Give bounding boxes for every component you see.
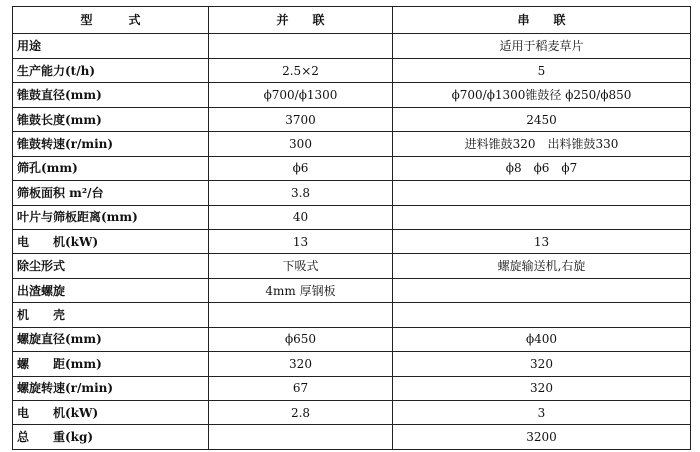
series-value: 13: [393, 229, 691, 253]
series-value: [393, 278, 691, 302]
table-row: [13, 229, 691, 253]
parallel-value: ϕ6: [209, 156, 393, 180]
row-label: 生产能力(t/h): [13, 58, 209, 82]
row-label: 机 壳: [13, 303, 209, 327]
header-parallel: 并 联: [209, 7, 393, 34]
row-label: 电 机(kW): [13, 229, 209, 253]
table-row: [13, 327, 691, 351]
table-row: [13, 132, 691, 156]
table-row: [13, 401, 691, 425]
row-label: 筛孔(mm): [13, 156, 209, 180]
parallel-value: ϕ650: [209, 327, 393, 351]
row-label: 螺旋直径(mm): [13, 327, 209, 351]
parallel-value: [209, 34, 393, 58]
row-label: 螺旋转速(r/min): [13, 376, 209, 400]
table-row: [13, 376, 691, 400]
series-value: 3: [393, 401, 691, 425]
row-label: 出渣螺旋: [13, 278, 209, 302]
row-label: 总 重(kg): [13, 425, 209, 450]
row-label: 锥鼓直径(mm): [13, 83, 209, 107]
table-row: [13, 181, 691, 205]
parallel-value: 320: [209, 352, 393, 376]
table-row: [13, 425, 691, 450]
parallel-value: 13: [209, 229, 393, 253]
parallel-value: 4mm 厚钢板: [209, 278, 393, 302]
row-label: 螺 距(mm): [13, 352, 209, 376]
row-label: 叶片与筛板距离(mm): [13, 205, 209, 229]
parallel-value: 2.8: [209, 401, 393, 425]
series-value: 进料锥鼓320 出料锥鼓330: [393, 132, 691, 156]
series-value: ϕ400: [393, 327, 691, 351]
table-header-row: [13, 7, 691, 34]
series-value: ϕ8 ϕ6 ϕ7: [393, 156, 691, 180]
row-label: 锥鼓长度(mm): [13, 107, 209, 131]
row-label: 用途: [13, 34, 209, 58]
row-label: 锥鼓转速(r/min): [13, 132, 209, 156]
parallel-value: 3.8: [209, 181, 393, 205]
series-value: 320: [393, 376, 691, 400]
series-value: 320: [393, 352, 691, 376]
row-label: 电 机(kW): [13, 401, 209, 425]
series-value: ϕ700/ϕ1300锥鼓径 ϕ250/ϕ850: [393, 83, 691, 107]
table-row: [13, 107, 691, 131]
series-value: 3200: [393, 425, 691, 450]
parallel-value: 67: [209, 376, 393, 400]
table-row: [13, 156, 691, 180]
parallel-value: [209, 425, 393, 450]
table-row: [13, 58, 691, 82]
header-series: 串 联: [393, 7, 691, 34]
table-row: [13, 83, 691, 107]
series-value: [393, 303, 691, 327]
row-label: 筛板面积 m²/台: [13, 181, 209, 205]
parallel-value: 300: [209, 132, 393, 156]
spec-table: [12, 6, 691, 450]
parallel-value: 下吸式: [209, 254, 393, 278]
parallel-value: [209, 303, 393, 327]
header-type: 型 式: [13, 7, 209, 34]
series-value: [393, 181, 691, 205]
parallel-value: 3700: [209, 107, 393, 131]
table-row: [13, 352, 691, 376]
table-row: [13, 34, 691, 58]
parallel-value: ϕ700/ϕ1300: [209, 83, 393, 107]
series-value: 螺旋输送机,右旋: [393, 254, 691, 278]
table-row: [13, 254, 691, 278]
table-row: [13, 278, 691, 302]
table-row: [13, 205, 691, 229]
table-row: [13, 303, 691, 327]
series-value: 适用于稻麦草片: [393, 34, 691, 58]
series-value: 5: [393, 58, 691, 82]
row-label: 除尘形式: [13, 254, 209, 278]
series-value: 2450: [393, 107, 691, 131]
parallel-value: 2.5×2: [209, 58, 393, 82]
parallel-value: 40: [209, 205, 393, 229]
series-value: [393, 205, 691, 229]
